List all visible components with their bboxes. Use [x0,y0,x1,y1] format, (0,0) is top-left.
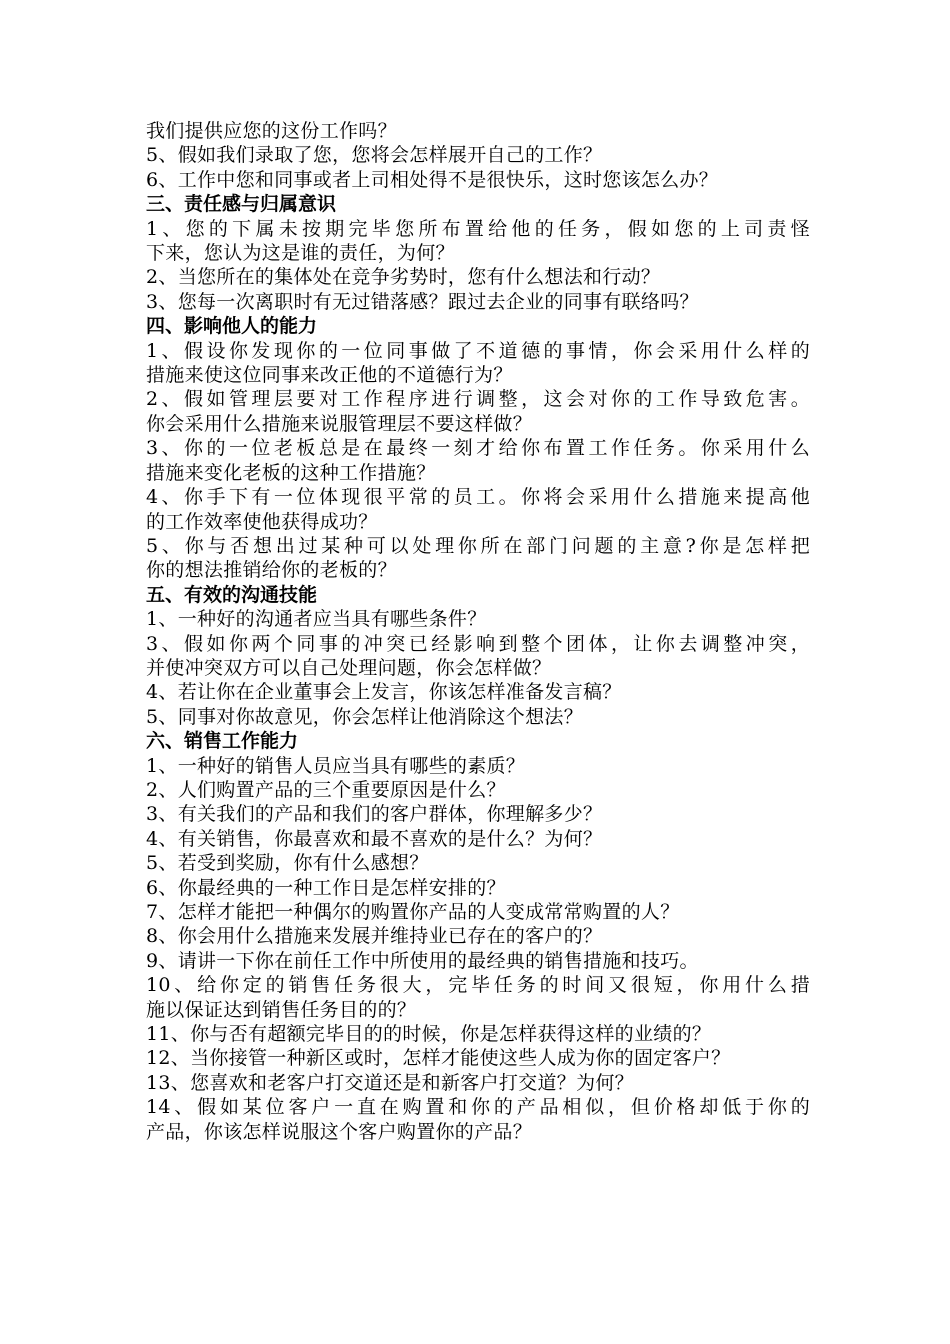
section-influence [146,314,810,582]
section-heading: 六、销售工作能力 [146,730,299,753]
item-line: 3、假如你两个同事的冲突已经影响到整个团体，让你去调整冲突， [146,632,810,655]
list-item [146,973,810,1022]
intro-line: 6、工作中您和同事或者上司相处得不是很快乐，这时您该怎么办？ [146,168,719,191]
list-item [146,827,810,851]
item-line: 5、同事对你故意见，你会怎样让他消除这个想法？ [146,705,583,728]
item-line: 你会采用什么措施来说服管理层不要这样做？ [146,412,533,435]
list-item [146,949,810,973]
item-line: 12、当你接管一种新区或时，怎样才能使这些人成为你的固定客户？ [146,1047,731,1070]
item-line: 3、您每一次离职时有无过错落感？跟过去企业的同事有联络吗？ [146,290,699,313]
intro-line: 我们提供应您的这份工作吗？ [146,120,397,142]
list-item [146,778,810,802]
item-line: 3、你的一位老板总是在最终一刻才给你布置工作任务。你采用什么 [146,437,810,460]
list-item [146,900,810,924]
list-item [146,632,810,681]
list-item [146,436,810,485]
item-line: 措施来使这位同事来改正他的不道德行为？ [146,364,513,387]
item-line: 7、怎样才能把一种偶尔的购置你产品的人变成常常购置的人？ [146,901,680,923]
list-item [146,1046,810,1070]
list-item [146,924,810,948]
item-line: 2、人们购置产品的三个重要原因是什么？ [146,778,506,801]
item-line: 措施来变化老板的这种工作措施？ [146,461,436,484]
list-item [146,265,810,289]
list-item [146,1095,810,1144]
item-line: 10、给你定的销售任务很大，完毕任务的时间又很短，你用什么措 [146,974,810,997]
list-item [146,534,810,583]
section-sales [146,729,810,1144]
item-line: 6、你最经典的一种工作日是怎样安排的？ [146,876,506,899]
item-line: 施以保证达到销售任务目的的？ [146,998,417,1021]
item-line: 5、你与否想出过某种可以处理你所在部门问题的主意?你是怎样把 [146,534,810,557]
section-heading: 五、有效的沟通技能 [146,583,318,606]
item-line: 1、您的下属未按期完毕您所布置给他的任务，假如您的上司责怪 [146,217,810,240]
list-item [146,217,810,266]
list-item [146,290,810,314]
section-communication [146,583,810,729]
item-line: 产品，你该怎样说服这个客户购置你的产品？ [146,1120,533,1143]
list-item [146,607,810,631]
list-item [146,754,810,778]
intro-line: 5、假如我们录取了您，您将会怎样展开自己的工作？ [146,144,603,167]
item-line: 并使冲突双方可以自己处理问题，你会怎样做？ [146,656,552,679]
list-item [146,851,810,875]
item-line: 2、假如管理层要对工作程序进行调整，这会对你的工作导致危害。 [146,388,810,411]
item-line: 4、有关销售，你最喜欢和最不喜欢的是什么？为何？ [146,827,603,850]
list-item [146,876,810,900]
item-line: 5、若受到奖励，你有什么感想？ [146,852,429,875]
item-line: 1、一种好的销售人员应当具有哪些的素质？ [146,754,526,777]
item-line: 4、若让你在企业董事会上发言，你该怎样准备发言稿？ [146,681,622,704]
section-heading: 四、影响他人的能力 [146,315,318,338]
list-item [146,705,810,729]
item-line: 11、你与否有超额完毕目的的时候，你是怎样获得这样的业绩的？ [146,1023,712,1046]
list-item [146,1022,810,1046]
item-line: 下来，您认为这是谁的责任，为何？ [146,242,455,265]
list-item [146,339,810,388]
item-line: 你的想法推销给你的老板的？ [146,559,397,582]
item-line: 1、假设你发现你的一位同事做了不道德的事情，你会采用什么样的 [146,339,810,362]
section-heading: 三、责任感与归属意识 [146,193,337,216]
intro-block [146,119,810,192]
item-line: 1、一种好的沟通者应当具有哪些条件？ [146,608,487,631]
list-item [146,802,810,826]
item-line: 8、你会用什么措施来发展并维持业已存在的客户的？ [146,925,603,948]
list-item [146,1071,810,1095]
item-line: 2、当您所在的集体处在竞争劣势时，您有什么想法和行动？ [146,266,661,289]
item-line: 14、假如某位客户一直在购置和你的产品相似，但价格却低于你的 [146,1096,810,1119]
item-line: 的工作效率使他获得成功？ [146,510,378,533]
item-line: 4、你手下有一位体现很平常的员工。你将会采用什么措施来提高他 [146,486,810,509]
list-item [146,485,810,534]
item-line: 9、请讲一下你在前任工作中所使用的最经典的销售措施和技巧。 [146,949,699,972]
list-item [146,387,810,436]
section-responsibility [146,192,810,314]
document-body [146,119,810,1144]
item-line: 3、有关我们的产品和我们的客户群体，你理解多少？ [146,803,603,826]
list-item [146,680,810,704]
item-line: 13、您喜欢和老客户打交道还是和新客户打交道？为何？ [146,1071,634,1094]
